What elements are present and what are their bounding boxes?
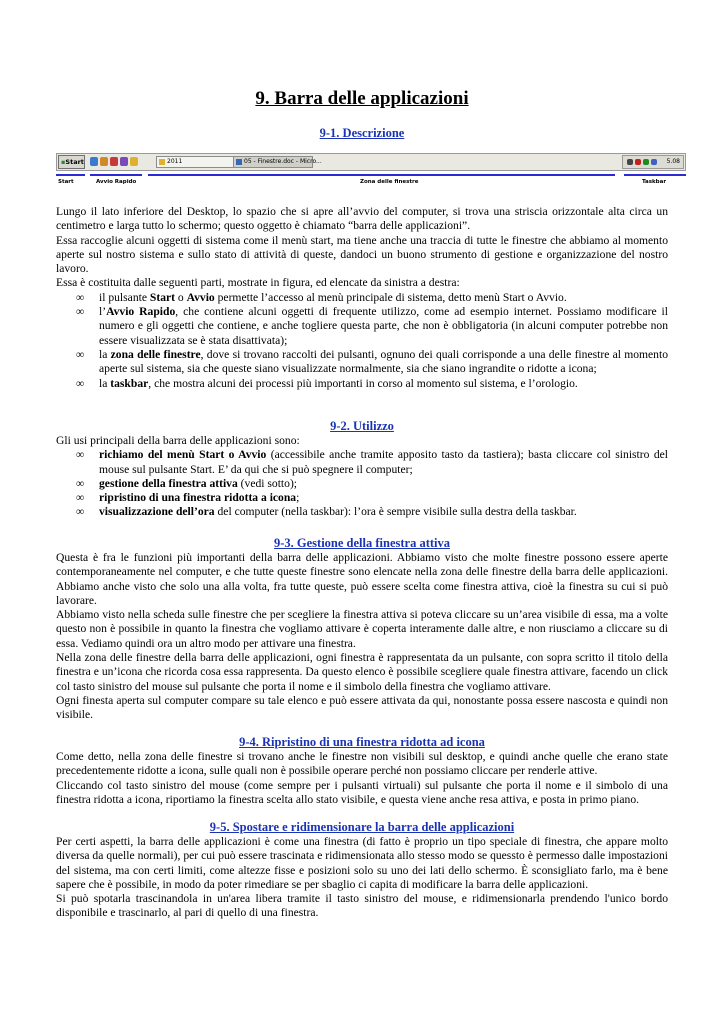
antivirus-icon xyxy=(635,159,641,165)
taskbar-window-2011: 2011 xyxy=(156,156,234,168)
start-zone-line xyxy=(56,174,85,176)
paragraph: Lungo il lato inferiore del Desktop, lo spazio che si apre all’avvio del computer, si trova una striscia orizzontale alta circa un centimetro e larga tutto lo schermo; questo oggetto è chiamato “barra delle applicazioni”. xyxy=(56,205,668,233)
utilizzo-body xyxy=(56,434,668,520)
uses-list xyxy=(56,448,668,519)
section-heading-spostare: 9-5. Spostare e ridimensionare la barra delle applicazioni xyxy=(209,820,515,834)
paragraph: Cliccando col tasto sinistro del mouse (come sempre per i pulsanti virtuali) sul pulsante che porta il nome e il simbolo di una finestra ridotta a icona, riportiamo la finestra scelta allo stato visibile, e questa viene anche resa attiva, e posta in primo piano. xyxy=(56,778,668,806)
paragraph: Abbiamo visto nella scheda sulle finestre che per scegliere la finestra attiva si poteva cliccare su un’area visibile di essa, ma a volte questo non è possibile in quanto la finestra che vogliamo attivare è coperta interamente dalle altre, e non riusciamo a cliccare su di essa. Vediamo quindi ora un altro modo per attivare una finestra. xyxy=(56,608,668,650)
paragraph: Si può spotarla trascinandola in un'area libera tramite il tasto sinistro del mouse, e ridimensionarla prendendo l'unico bordo disponibile e trascinarlo, al pari di quello di una finestra. xyxy=(56,892,668,920)
folder-icon xyxy=(100,157,108,166)
descrizione-body xyxy=(56,205,668,391)
list-item: ∞ gestione della finestra attiva (vedi sotto); xyxy=(76,476,298,490)
paragraph: Ogni finesta aperta sul computer compare su tale elenco e può essere attivata da qui, nonostante possa essere nascosta e quindi non visibile. xyxy=(56,693,668,722)
taskbar-zone-line xyxy=(624,174,686,176)
paragraph: Nella zona delle finestre della barra delle applicazioni, ogni finestra è rappresentata da un pulsante, con sopra scritto il titolo della finestra e un’icona che ricorda cosa essa rappresenta. Da questo elenco è possibile scegliere quale finestra attivare, facendo un click col tasto sinistro del mouse sul pulsante che porta il nome e il simbolo della finestra che vogliamo attivare. xyxy=(56,651,668,693)
paragraph: Gli usi principali della barra delle applicazioni sono: xyxy=(56,434,300,447)
finestre-zone-line xyxy=(148,174,615,176)
paragraph: Come detto, nella zona delle finestre si trovano anche le finestre non visibili sul desktop, e quindi anche quelle che erano state precedentemente ridotte a icona, sulle quali non è possibile operare perché non possiamo cliccare per renderle attive. xyxy=(56,750,668,778)
section-heading-descrizione: 9-1. Descrizione xyxy=(319,126,405,140)
label-avvio-rapido: Avvio Rapido xyxy=(96,179,137,185)
list-item: ∞ la zona delle finestre, dove si trovano raccolti dei pulsanti, ognuno dei quali corrisponde a una delle finestre al momento aperte sul sistema, sia che queste siano visualizzate normalmente, sia che siano ingrandite o ridotte a icona; xyxy=(76,347,669,376)
spostare-body xyxy=(56,835,668,921)
app-icon xyxy=(110,157,118,166)
volume-icon xyxy=(651,159,657,165)
paragraph: Essa è costituita dalle seguenti parti, mostrate in figura, ed elencate da sinistra a destra: xyxy=(56,276,460,290)
parts-list xyxy=(56,291,668,391)
paragraph: Questa è fra le funzioni più importanti della barra delle applicazioni. Abbiamo visto che molte finestre possono essere aperte contemporaneamente nel computer, e che tutte queste finestre sono elencate nella zona delle finestre della barra delle applicazioni. Abbiamo anche visto che solo una alla volta, fra tutte queste, può essere scelta come finestra attiva, cioè la finestra su cui si può lavorare. xyxy=(56,551,668,607)
list-item: ∞ ripristino di una finestra ridotta a icona; xyxy=(76,491,300,505)
avvio-rapido-zone-line xyxy=(90,174,142,176)
desktop-icon xyxy=(130,157,138,166)
ripristino-body xyxy=(56,750,668,807)
section-heading-gestione: 9-3. Gestione della finestra attiva xyxy=(273,536,450,550)
list-item: ∞ visualizzazione dell’ora del computer (nella taskbar): l’ora è sempre visibile sulla destra della taskbar. xyxy=(76,505,577,519)
clock: 5.08 xyxy=(666,158,680,165)
list-item: ∞ richiamo del menù Start o Avvio (accessibile anche tramite apposito tasto da tastiera); basta cliccare col sinistro del mouse sul pulsante Start. E’ da qui che si può spegnere il computer; xyxy=(76,448,668,476)
section-heading-ripristino: 9-4. Ripristino di una finestra ridotta ad icona xyxy=(239,735,485,749)
label-start: Start xyxy=(58,179,74,185)
list-item: ∞ la taskbar, che mostra alcuni dei processi più importanti in corso al momento sul sistema, e l’orologio. xyxy=(76,376,578,390)
gestione-body xyxy=(56,551,668,723)
label-taskbar: Taskbar xyxy=(642,179,667,185)
list-item: ∞ l’Avvio Rapido, che contiene alcuni oggetti di frequente utilizzo, come ad esempio internet. Possiamo modificare il numero e gli oggetti che contiene, e anche togliere questa parte, che non è obbligatoria (in alcuni computer potrebbe non essere visualizzata se è stata disattivata); xyxy=(76,305,669,347)
page-title: 9. Barra delle applicazioni xyxy=(255,88,469,109)
paragraph: Essa raccoglie alcuni oggetti di sistema come il menù start, ma tiene anche una traccia di tutte le finestre che abbiamo al momento aperte sul nostro sistema e sullo stato di attività di queste, dandoci un buono strumento di gestione e organizzazione del nostro lavoro. xyxy=(56,233,668,276)
taskbar-figure xyxy=(56,153,686,171)
label-zona-finestre: Zona delle finestre xyxy=(360,179,419,185)
list-item: ∞ il pulsante Start o Avvio permette l’accesso al menù principale di sistema, detto menù Start o Avvio. xyxy=(76,290,567,304)
taskbar-window-finestre: 05 - Finestre.doc - Micro... xyxy=(233,156,313,168)
system-tray xyxy=(622,155,684,169)
media-icon xyxy=(120,157,128,166)
tray-arrow-icon xyxy=(627,159,633,165)
internet-icon xyxy=(90,157,98,166)
paragraph: Per certi aspetti, la barra delle applicazioni è come una finestra (di fatto è proprio un tipo speciale di finestra, che appare molto diversa da quelle normali), per cui può essere trascinata e ridimensionata allo stesso modo se quessto è permesso dalle impostazioni del sistema, ma con certi limiti, come altezze fisse e posizioni solo su uno dei lati dello schermo. È sconsigliato farlo, ma è bene sapere che è possibile, in modo da poter rimediare se per sbaglio ci capita di modificare la barra delle applicazioni. xyxy=(56,835,668,891)
network-icon xyxy=(643,159,649,165)
section-heading-utilizzo: 9-2. Utilizzo xyxy=(330,419,394,433)
start-button: ▪Start xyxy=(58,155,85,169)
